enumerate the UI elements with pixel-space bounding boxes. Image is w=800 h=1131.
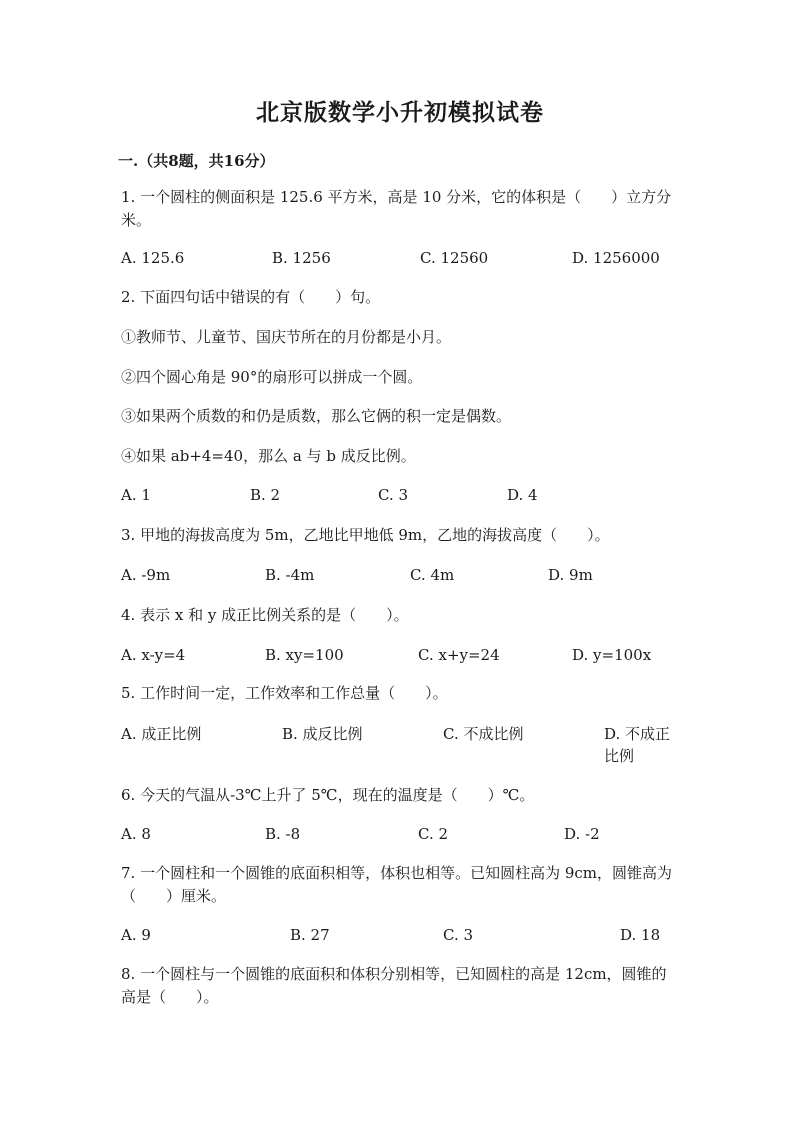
section-heading: 一.（共8题，共16分） <box>118 152 275 170</box>
option-b: B. 2 <box>250 486 281 504</box>
option-c: C. 4m <box>410 566 455 584</box>
option-c: C. x+y=24 <box>418 646 500 664</box>
option-c: C. 12560 <box>420 249 489 267</box>
question-7-text: 7. 一个圆柱和一个圆锥的底面积相等，体积也相等。已知圆柱高为 9cm，圆锥高为（ ）厘米。 <box>121 864 673 905</box>
option-a: A. x-y=4 <box>121 646 186 664</box>
statement-1: ①教师节、儿童节、国庆节所在的月份都是小月。 <box>121 328 452 346</box>
statement-2: ②四个圆心角是 90°的扇形可以拼成一个圆。 <box>121 368 423 386</box>
question-5-options <box>0 723 800 769</box>
option-c: C. 3 <box>378 486 409 504</box>
option-b: B. 1256 <box>272 249 331 267</box>
option-c: C. 3 <box>443 926 474 944</box>
option-a: A. 8 <box>121 825 151 843</box>
question-8-text: 8. 一个圆柱与一个圆锥的底面积和体积分别相等，已知圆柱的高是 12cm，圆锥的高是（ ）。 <box>121 965 667 1006</box>
option-b: B. xy=100 <box>265 646 344 664</box>
question-3-text: 3. 甲地的海拔高度为 5m，乙地比甲地低 9m，乙地的海拔高度（ ）。 <box>121 526 610 544</box>
question-1-options <box>0 247 800 293</box>
statement-4: ④如果 ab+4=40，那么 a 与 b 成反比例。 <box>121 447 416 465</box>
option-b: B. 成反比例 <box>282 725 363 743</box>
option-d: D. -2 <box>564 825 600 843</box>
option-a: A. 成正比例 <box>121 725 202 743</box>
option-d: D. 18 <box>620 926 661 944</box>
option-d: D. 9m <box>548 566 593 584</box>
option-b: B. -4m <box>265 566 315 584</box>
exam-title: 北京版数学小升初模拟试卷 <box>256 99 544 126</box>
option-b: B. -8 <box>265 825 301 843</box>
option-a: A. 9 <box>121 926 151 944</box>
option-d: D. 4 <box>507 486 538 504</box>
option-d: D. 1256000 <box>572 249 660 267</box>
question-5-text: 5. 工作时间一定，工作效率和工作总量（ ）。 <box>121 684 448 702</box>
question-2-text: 2. 下面四句话中错误的有（ ）句。 <box>121 288 381 306</box>
option-b: B. 27 <box>290 926 330 944</box>
statement-3: ③如果两个质数的和仍是质数，那么它俩的积一定是偶数。 <box>121 407 512 425</box>
option-d: D. y=100x <box>572 646 652 664</box>
option-c: C. 不成比例 <box>443 725 524 743</box>
option-d: D. 不成正比例 <box>604 725 671 765</box>
question-6-text: 6. 今天的气温从-3℃上升了 5℃，现在的温度是（ ）℃。 <box>121 786 535 804</box>
option-a: A. 125.6 <box>121 249 185 267</box>
option-a: A. -9m <box>121 566 171 584</box>
option-a: A. 1 <box>121 486 151 504</box>
question-1-text: 1. 一个圆柱的侧面积是 125.6 平方米，高是 10 分米，它的体积是（ ）立方分米。 <box>121 188 672 229</box>
option-c: C. 2 <box>418 825 449 843</box>
question-4-text: 4. 表示 x 和 y 成正比例关系的是（ ）。 <box>121 606 409 624</box>
